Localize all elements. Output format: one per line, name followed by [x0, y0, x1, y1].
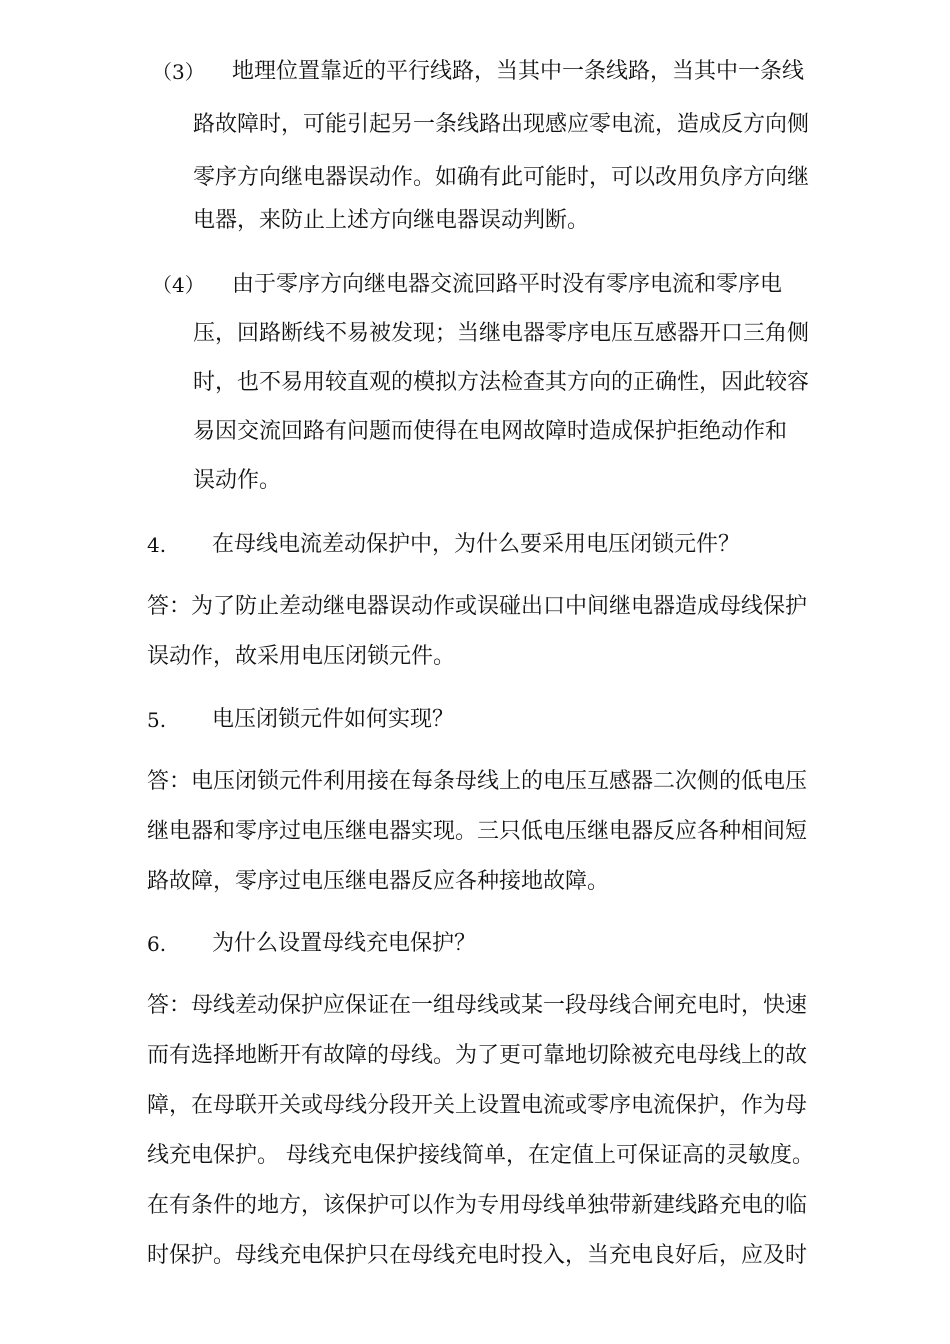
question-text: 为什么设置母线充电保护？ — [212, 931, 477, 956]
paragraph-line: 时，也不易用较直观的模拟方法检查其方向的正确性，因此较容 — [193, 370, 810, 395]
question-text: 电压闭锁元件如何实现？ — [212, 707, 455, 732]
paragraph-line: 零序方向继电器误动作。如确有此可能时，可以改用负序方向继 — [193, 165, 810, 190]
answer-line: 误动作，故采用电压闭锁元件。 — [147, 644, 456, 669]
paragraph-line: 电器，来防止上述方向继电器误动判断。 — [193, 208, 590, 233]
answer-line: 线充电保护。 母线充电保护接线简单，在定值上可保证高的灵敏度。 — [147, 1143, 814, 1168]
answer-line: 路故障，零序过电压继电器反应各种接地故障。 — [147, 869, 610, 894]
question-number: 5. — [147, 708, 167, 732]
answer-line: 答：母线差动保护应保证在一组母线或某一段母线合闸充电时，快速 — [147, 993, 808, 1018]
answer-line: 时保护。母线充电保护只在母线充电时投入，当充电良好后，应及时 — [147, 1243, 808, 1268]
answer-line: 答：电压闭锁元件利用接在每条母线上的电压互感器二次侧的低电压 — [147, 769, 808, 794]
question-text: 在母线电流差动保护中，为什么要采用电压闭锁元件？ — [212, 532, 741, 557]
answer-line: 而有选择地断开有故障的母线。为了更可靠地切除被充电母线上的故 — [147, 1043, 808, 1068]
paragraph-line: 误动作。 — [193, 468, 282, 493]
list-marker: （3） — [152, 60, 205, 84]
paragraph-line: 压，回路断线不易被发现；当继电器零序电压互感器开口三角侧 — [193, 321, 810, 346]
answer-line: 障，在母联开关或母线分段开关上设置电流或零序电流保护，作为母 — [147, 1093, 808, 1118]
answer-line: 继电器和零序过电压继电器实现。三只低电压继电器反应各种相间短 — [147, 819, 808, 844]
paragraph-line: 路故障时，可能引起另一条线路出现感应零电流，造成反方向侧 — [193, 112, 810, 137]
answer-line: 在有条件的地方，该保护可以作为专用母线单独带新建线路充电的临 — [147, 1193, 808, 1218]
paragraph-line: 地理位置靠近的平行线路，当其中一条线路，当其中一条线 — [232, 59, 805, 84]
question-number: 4. — [147, 533, 167, 557]
answer-line: 答：为了防止差动继电器误动作或误碰出口中间继电器造成母线保护 — [147, 594, 808, 619]
paragraph-line: 由于零序方向继电器交流回路平时没有零序电流和零序电 — [232, 272, 783, 297]
list-marker: （4） — [152, 273, 205, 297]
paragraph-line: 易因交流回路有问题而使得在电网故障时造成保护拒绝动作和 — [193, 419, 788, 444]
question-number: 6. — [147, 932, 167, 956]
